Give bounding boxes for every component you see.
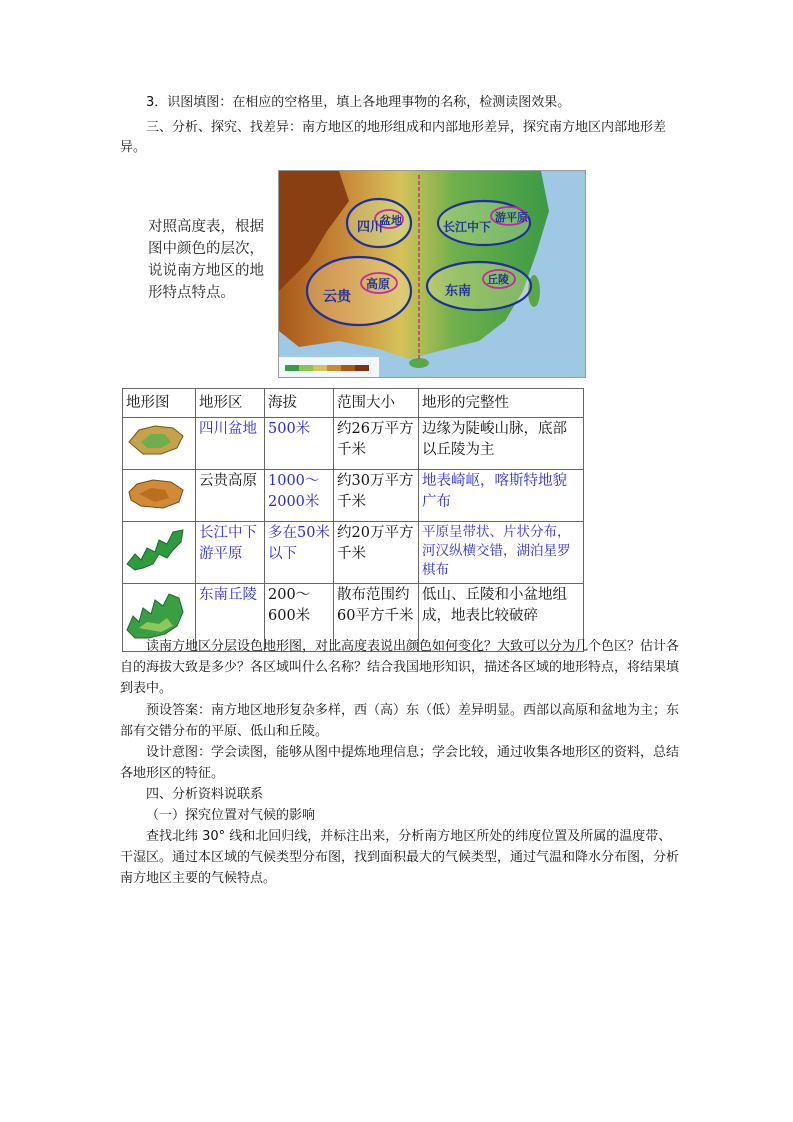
altitude: 多在50米以下 [265, 522, 334, 584]
answer-paragraph: 预设答案：南方地区地形复杂多样，西（高）东（低）差异明显。西部以高原和盆地为主；东部有交错分布的平原、低山和丘陵。 [120, 703, 680, 739]
terrain-shape-cell [123, 522, 196, 584]
section-heading: 三、分析、探究、找差异：南方地区的地形组成和内部地形差异，探究南方地区内部地形差异。 [120, 120, 667, 155]
region-name: 长江中下游平原 [196, 522, 265, 584]
area: 约20万平方千米 [334, 522, 419, 584]
altitude: 1000～2000米 [265, 470, 334, 522]
area: 散布范围约60平方千米 [334, 584, 419, 652]
table-row [123, 470, 584, 522]
integrity: 边缘为陡峻山脉，底部以丘陵为主 [419, 418, 584, 470]
reading-paragraph: 读南方地区分层设色地形图，对比高度表说出颜色如何变化？大致可以分为几个色区？估计各自的海拔大致是多少？各区域叫什么名称？结合我国地形知识，描述各区域的地形特点，将结果填到表中。 [120, 639, 680, 696]
table-row [123, 418, 584, 470]
design-paragraph: 设计意图：学会读图，能够从图中提炼地理信息；学会比较，通过收集各地形区的资料，总结各地形区的特征。 [120, 745, 680, 781]
terrain-figure [148, 168, 588, 376]
section-4-heading: 四、分析资料说联系 [146, 787, 264, 802]
region-name: 东南丘陵 [196, 584, 265, 652]
climate-paragraph: 查找北纬 30° 线和北回归线，并标注出来，分析南方地区所处的纬度位置及所属的温度带、干湿区。通过本区域的气候类型分布图，找到面积最大的气候类型，通过气温和降水分布图，分析南方地区主要的气候特点。 [120, 829, 680, 886]
yungui-shape-icon [125, 472, 187, 512]
yangtze-shape-icon [125, 524, 187, 574]
region-label: 云贵 [323, 289, 351, 305]
legend-swatch [341, 365, 355, 371]
region-label: 盆地 [380, 214, 402, 227]
area: 约26万平方千米 [334, 418, 419, 470]
altitude: 200～600米 [265, 584, 334, 652]
table-header: 海拔 [265, 389, 334, 418]
region-label: 丘陵 [487, 273, 509, 286]
terrain-shape-cell [123, 470, 196, 522]
terrain-map-svg [279, 171, 585, 377]
table-header: 地形区 [196, 389, 265, 418]
area: 约30万平方千米 [334, 470, 419, 522]
legend-swatch [327, 365, 341, 371]
region-label: 四川 [357, 220, 384, 235]
legend-swatch [299, 365, 313, 371]
legend-swatch [355, 365, 369, 371]
southeast-ellipse [427, 262, 531, 310]
region-label: 东南 [445, 284, 472, 299]
region-label: 长江中下 [443, 220, 492, 234]
region-label: 游平原 [495, 211, 528, 224]
section-3-text: 3．识图填图：在相应的空格里，填上各地理事物的名称，检测读图效果。 [146, 95, 571, 110]
integrity: 地表崎岖，喀斯特地貌广布 [419, 470, 584, 522]
integrity: 低山、丘陵和小盆地组成，地表比较破碎 [419, 584, 584, 652]
terrain-shape-cell [123, 418, 196, 470]
hainan-island [409, 358, 429, 368]
table-header: 地形的完整性 [419, 389, 584, 418]
subsection-heading: （一）探究位置对气候的影响 [146, 808, 316, 823]
region-label: 高原 [366, 277, 391, 291]
map-caption: 对照高度表，根据图中颜色的层次，说说南方地区的地形特点特点。 [148, 219, 264, 301]
region-name: 云贵高原 [196, 470, 265, 522]
region-name: 四川盆地 [196, 418, 265, 470]
legend-swatch [313, 365, 327, 371]
sichuan-shape-icon [125, 420, 187, 460]
altitude: 500米 [265, 418, 334, 470]
table-row [123, 522, 584, 584]
table-header-row [123, 389, 584, 418]
table-header: 范围大小 [334, 389, 419, 418]
table-header: 地形图 [123, 389, 196, 418]
terrain-table [122, 388, 584, 652]
terrain-map [278, 170, 586, 378]
integrity: 平原呈带状、片状分布，河汉纵横交错，湖泊星罗棋布 [419, 522, 584, 584]
legend-swatch [285, 365, 299, 371]
southeast-shape-icon [125, 586, 187, 642]
